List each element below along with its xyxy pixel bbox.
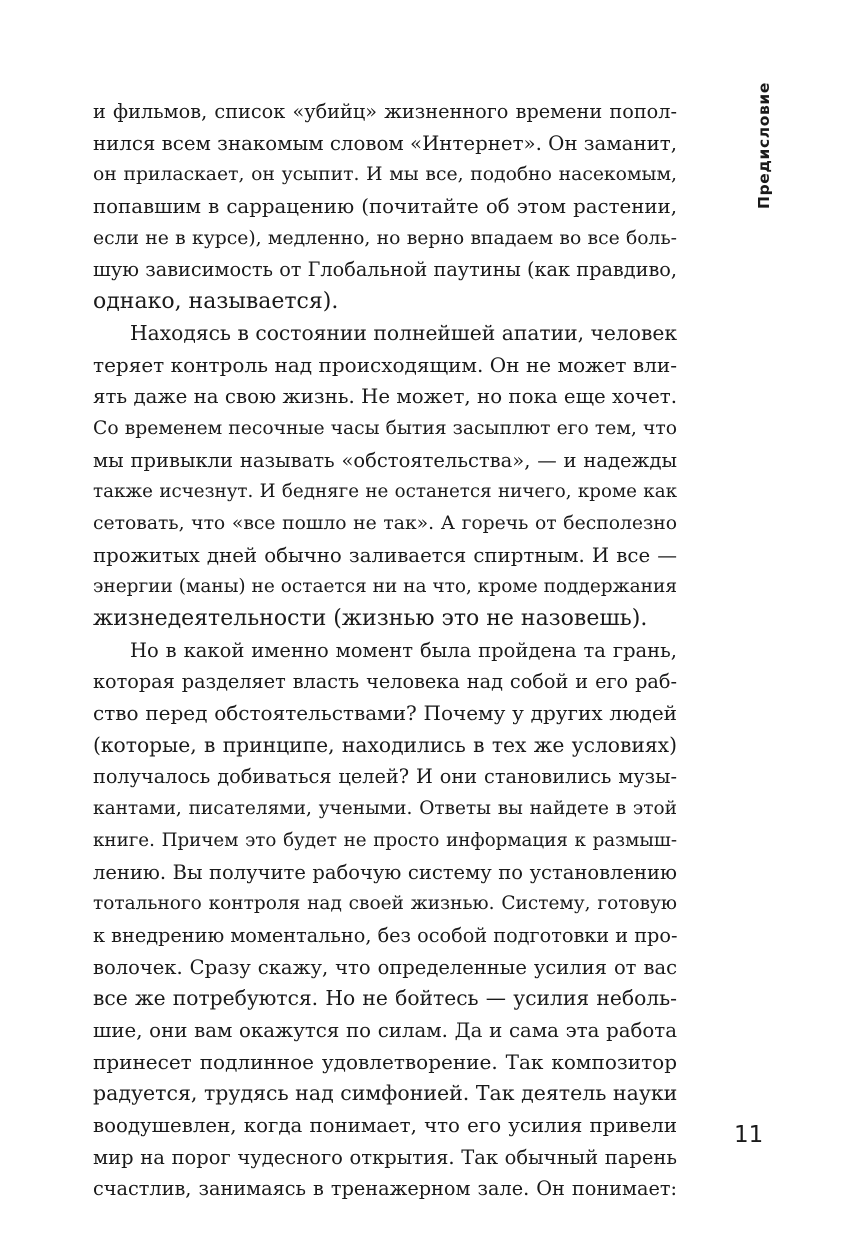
text-line: радуется, трудясь над симфонией. Так деятель науки [93,1081,677,1106]
text-line: теряет контроль над происходящим. Он не может вли- [93,352,677,377]
text-line: к внедрению моментально, без особой подготовки и про- [93,923,677,947]
text-line: книге. Причем это будет не просто информация к размыш- [93,829,677,851]
text-line: также исчезнут. И бедняге не останется ничего, кроме как [93,481,677,503]
text-line: прожитых дней обычно заливается спиртным. И все — [93,543,677,567]
text-line: энергии (маны) не остается ни на что, кроме поддержания [93,576,677,598]
text-line: тотального контроля над своей жизнью. Систему, готовую [93,893,677,915]
running-head: Предисловие [755,82,773,209]
text-line: волочек. Сразу скажу, что определенные усилия от вас [93,955,677,979]
text-line: сетовать, что «все пошло не так». А горечь от бесполезно [93,512,677,534]
text-line: Находясь в состоянии полнейшей апатии, человек [130,320,677,345]
page-number: 11 [734,1122,764,1148]
paragraph-2 [93,318,677,635]
text-line: если не в курсе), медленно, но верно впадаем во все боль- [93,227,677,249]
text-line: Но в какой именно момент была пройдена та грань, [130,638,677,662]
body-text [93,96,677,1205]
text-line: счастлив, занимаясь в тренажерном зале. Он понимает: [93,1177,677,1201]
paragraph-1 [93,96,677,318]
text-line: принесет подлинное удовлетворение. Так композитор [93,1049,677,1074]
text-line: которая разделяет власть человека над собой и его раб- [93,670,677,694]
text-line: нился всем знакомым словом «Интернет». Он заманит, [93,131,677,155]
text-line: мир на порог чудесного открытия. Так обычный парень [93,1145,677,1169]
text-line: он приласкает, он усыпит. И мы все, подобно насекомым, [93,164,677,186]
text-line: шую зависимость от Глобальной паутины (как правдиво, [93,258,677,282]
text-line: попавшим в саррацению (почитайте об этом растении, [93,195,677,219]
text-line: ять даже на свою жизнь. Не может, но пока еще хочет. [93,385,677,409]
text-line: получалось добиваться целей? И они становились музы- [93,765,677,789]
text-line: ство перед обстоятельствами? Почему у других людей [93,701,677,726]
text-line: воодушевлен, когда понимает, что его усилия привели [93,1114,677,1137]
text-line: и фильмов, список «убийц» жизненного времени попол- [93,100,677,123]
text-line: мы привыкли называть «обстоятельства», — и надежды [93,448,677,472]
text-line: кантами, писателями, учеными. Ответы вы найдете в этой [93,798,677,820]
text-line: однако, называется). [93,289,339,315]
paragraph-3 [93,635,677,1205]
text-line: Со временем песочные часы бытия засыплют его тем, что [93,417,677,439]
text-line: лению. Вы получите рабочую систему по установлению [93,860,677,884]
text-line: (которые, в принципе, находились в тех же условиях) [93,732,677,757]
text-line: все же потребуются. Но не бойтесь — усилия неболь- [93,986,677,1011]
text-line: шие, они вам окажутся по силам. Да и сама эта работа [93,1018,677,1042]
text-line: жизнедеятельности (жизнью это не назовешь). [93,606,648,631]
